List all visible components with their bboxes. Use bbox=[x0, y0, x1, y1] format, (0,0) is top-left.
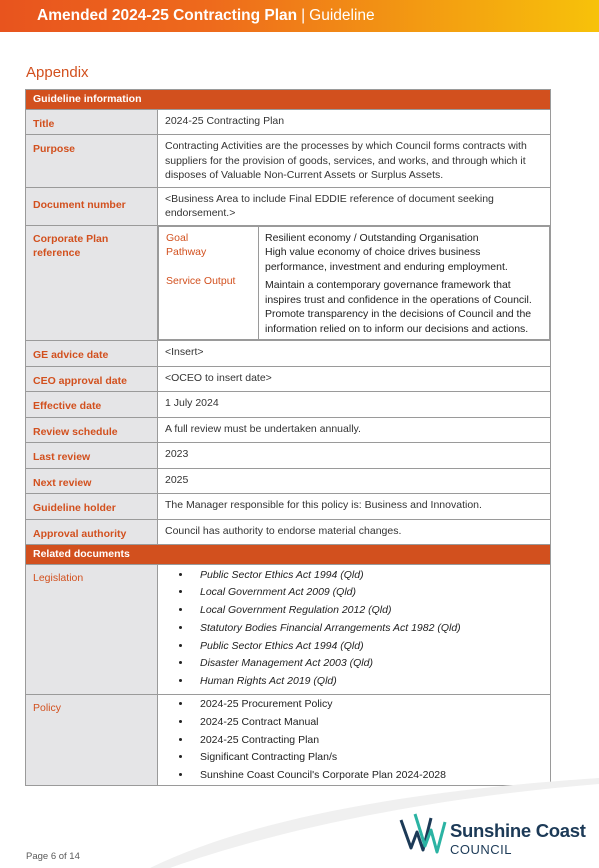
table-row bbox=[26, 494, 551, 520]
guideline-info-header-row bbox=[26, 90, 551, 110]
policy-item: • Sunshine Coast Council's Corporate Plan 2024-2028 bbox=[192, 767, 550, 785]
legislation-item: • Disaster Management Act 2003 (Qld) bbox=[192, 655, 550, 673]
table-row bbox=[26, 468, 551, 494]
service-output-label: Service Output bbox=[166, 274, 236, 287]
legislation-item: • Human Rights Act 2019 (Qld) bbox=[192, 673, 550, 691]
legislation-label: Legislation bbox=[26, 564, 158, 695]
ceo-approval-value: <OCEO to insert date> bbox=[158, 366, 551, 392]
header-separator: | bbox=[301, 7, 306, 24]
legislation-cell bbox=[158, 564, 551, 695]
policy-item: • 2024-25 Procurement Policy bbox=[192, 696, 550, 714]
pathway-label: Pathway bbox=[166, 246, 207, 258]
next-review-value: 2025 bbox=[158, 468, 551, 494]
council-logo bbox=[397, 808, 597, 860]
title-value: 2024-25 Contracting Plan bbox=[158, 109, 551, 135]
goal-pathway-labels bbox=[159, 226, 259, 340]
ge-advice-value: <Insert> bbox=[158, 341, 551, 367]
guideline-holder-label: Guideline holder bbox=[26, 494, 158, 520]
approval-authority-label: Approval authority bbox=[26, 519, 158, 545]
table-row bbox=[26, 109, 551, 135]
document-type: Guideline bbox=[309, 7, 375, 24]
ceo-approval-label: CEO approval date bbox=[26, 366, 158, 392]
related-documents-header-row bbox=[26, 545, 551, 565]
table-row bbox=[26, 392, 551, 418]
legislation-item: • Local Government Act 2009 (Qld) bbox=[192, 584, 550, 602]
guideline-table bbox=[25, 89, 551, 786]
corporate-plan-cell bbox=[158, 225, 551, 341]
legislation-item: • Statutory Bodies Financial Arrangements Act 1982 (Qld) bbox=[192, 620, 550, 638]
waves-logo-icon bbox=[397, 808, 449, 860]
policy-item: • 2024-25 Contract Manual bbox=[192, 714, 550, 732]
goal-pathway-values bbox=[259, 226, 550, 340]
last-review-value: 2023 bbox=[158, 443, 551, 469]
ge-advice-label: GE advice date bbox=[26, 341, 158, 367]
effective-date-label: Effective date bbox=[26, 392, 158, 418]
last-review-label: Last review bbox=[26, 443, 158, 469]
policy-item: • Significant Contracting Plan/s bbox=[192, 749, 550, 767]
corporate-plan-inner-table bbox=[158, 226, 550, 341]
goal-value: Resilient economy / Outstanding Organisation bbox=[265, 231, 479, 244]
review-schedule-value: A full review must be undertaken annually. bbox=[158, 417, 551, 443]
service-output-value: Maintain a contemporary governance framework that inspires trust and confidence in the operations of Council. Promote transparency in the decisions of Council and the information relied on to inform our decisions and actions. bbox=[265, 279, 532, 335]
policy-label: Policy bbox=[26, 695, 158, 786]
goal-label: Goal bbox=[166, 231, 189, 244]
effective-date-value: 1 July 2024 bbox=[158, 392, 551, 418]
table-row bbox=[26, 443, 551, 469]
table-row bbox=[26, 417, 551, 443]
document-header bbox=[37, 6, 375, 26]
corporate-plan-label: Corporate Plan reference bbox=[26, 225, 158, 341]
page-header-bar bbox=[0, 0, 599, 32]
table-row bbox=[26, 564, 551, 695]
review-schedule-label: Review schedule bbox=[26, 417, 158, 443]
legislation-list bbox=[158, 567, 550, 692]
next-review-label: Next review bbox=[26, 468, 158, 494]
page-number: Page 6 of 14 bbox=[26, 851, 80, 862]
guideline-holder-value: The Manager responsible for this policy is: Business and Innovation. bbox=[158, 494, 551, 520]
table-row bbox=[26, 225, 551, 341]
title-label: Title bbox=[26, 109, 158, 135]
logo-subtitle: COUNCIL bbox=[450, 842, 513, 857]
table-row bbox=[26, 187, 551, 225]
appendix-heading: Appendix bbox=[26, 64, 89, 81]
table-row bbox=[26, 341, 551, 367]
document-number-label: Document number bbox=[26, 187, 158, 225]
legislation-item: • Public Sector Ethics Act 1994 (Qld) bbox=[192, 567, 550, 585]
legislation-item: • Local Government Regulation 2012 (Qld) bbox=[192, 602, 550, 620]
table-row bbox=[26, 519, 551, 545]
purpose-value: Contracting Activities are the processes by which Council forms contracts with suppliers for the provision of goods, services, and works, and through which it disposes of Valuable Non-Current Assets or Surplus Assets. bbox=[158, 135, 551, 188]
policy-item: • 2024-25 Contracting Plan bbox=[192, 732, 550, 750]
purpose-label: Purpose bbox=[26, 135, 158, 188]
approval-authority-value: Council has authority to endorse material changes. bbox=[158, 519, 551, 545]
table-row bbox=[26, 366, 551, 392]
document-number-value: <Business Area to include Final EDDIE reference of document seeking endorsement.> bbox=[158, 187, 551, 225]
section-heading-guideline-info: Guideline information bbox=[26, 90, 551, 110]
logo-name: Sunshine Coast bbox=[450, 820, 586, 841]
table-row bbox=[26, 135, 551, 188]
section-heading-related-documents: Related documents bbox=[26, 545, 551, 565]
document-title: Amended 2024-25 Contracting Plan bbox=[37, 7, 298, 24]
legislation-item: • Public Sector Ethics Act 1994 (Qld) bbox=[192, 638, 550, 656]
pathway-value: High value economy of choice drives business performance, investment and enduring employment. bbox=[265, 246, 508, 273]
